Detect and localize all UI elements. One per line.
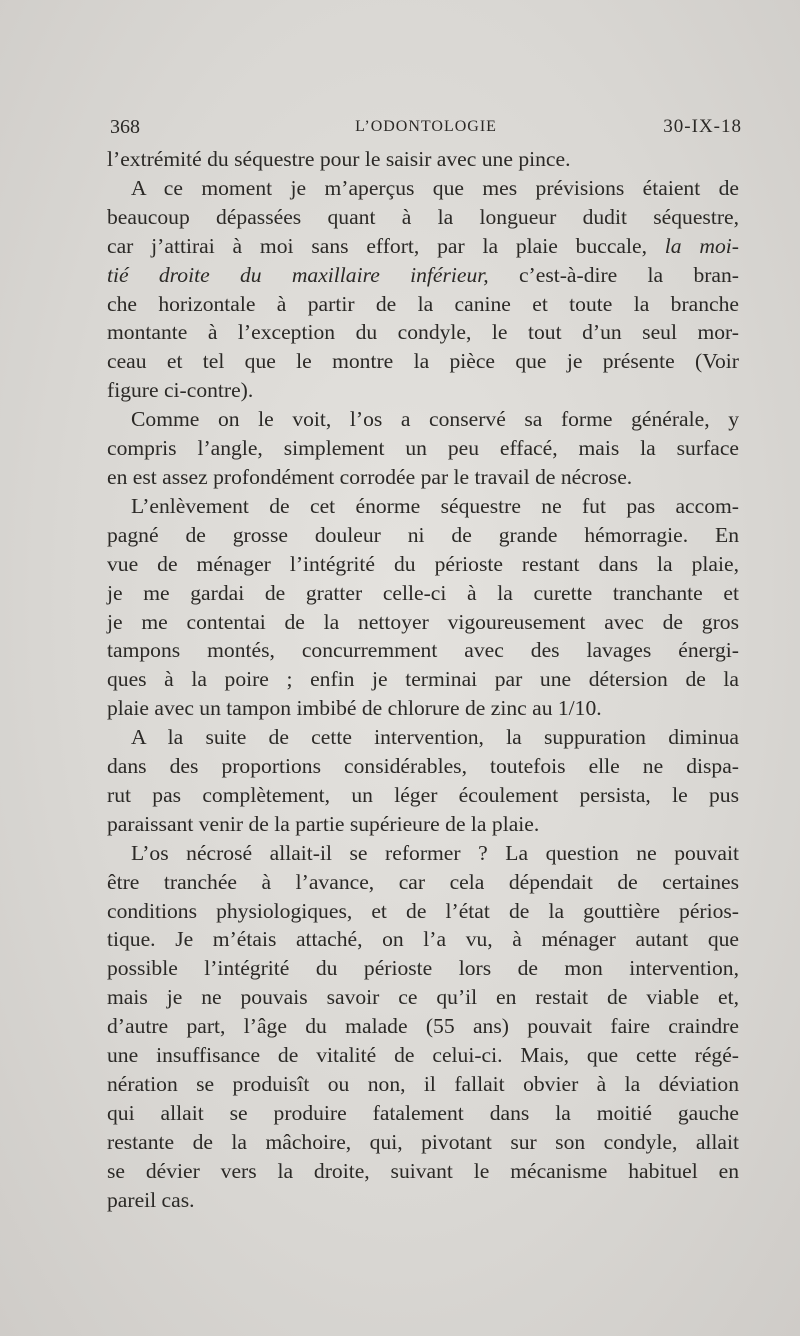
page-number: 368 — [110, 116, 140, 138]
text-line: A la suite de cette intervention, la suppuration diminua — [131, 725, 739, 750]
text-line: L’os nécrosé allait-il se reformer ? La question ne pouvait — [131, 840, 739, 865]
italic-phrase: tié droite du maxillaire inférieur, — [107, 262, 489, 287]
text-run: c’est-à-dire la bran- — [518, 262, 739, 287]
text-line: je me gardai de gratter celle-ci à la curette tranchante et — [107, 580, 739, 605]
running-title: L’ODONTOLOGIE — [355, 118, 497, 135]
text-line: être tranchée à l’avance, car cela dépendait de certaines — [107, 869, 739, 894]
text-line: figure ci-contre). — [107, 378, 254, 403]
text-line: ceau et tel que le montre la pièce que je présente (Voir — [107, 349, 739, 374]
text-line: L’enlèvement de cet énorme séquestre ne fut pas accom- — [131, 493, 739, 518]
body-text — [107, 145, 739, 1215]
text-line: tique. Je m’étais attaché, on l’a vu, à ménager autant que — [107, 927, 739, 952]
text-line: d’autre part, l’âge du malade (55 ans) pouvait faire craindre — [107, 1014, 739, 1039]
text-run: car j’attirai à moi sans effort, par la plaie buccale, — [107, 233, 647, 258]
text-line: nération se produisît ou non, il fallait obvier à la déviation — [107, 1072, 739, 1096]
text-line: qui allait se produire fatalement dans la moitié gauche — [107, 1100, 739, 1125]
text-line: A ce moment je m’aperçus que mes prévisions étaient de — [131, 175, 739, 200]
running-header — [110, 116, 742, 140]
text-line: possible l’intégrité du périoste lors de mon intervention, — [107, 956, 739, 981]
text-line: vue de ménager l’intégrité du périoste restant dans la plaie, — [107, 551, 739, 576]
text-line: conditions physiologiques, et de l’état de la gouttière périos- — [107, 898, 739, 923]
italic-phrase: la moi- — [664, 233, 739, 258]
text-line: beaucoup dépassées quant à la longueur dudit séquestre, — [107, 204, 739, 229]
text-line: pagné de grosse douleur ni de grande hémorragie. En — [107, 522, 739, 547]
text-line — [107, 261, 739, 290]
text-line: mais je ne pouvais savoir ce qu’il en restait de viable et, — [107, 985, 739, 1010]
text-line: restante de la mâchoire, qui, pivotant sur son condyle, allait — [107, 1129, 739, 1154]
text-line: une insuffisance de vitalité de celui-ci. Mais, que cette régé- — [107, 1043, 739, 1068]
text-line — [107, 232, 739, 261]
text-line: en est assez profondément corrodée par le travail de nécrose. — [107, 464, 633, 489]
text-line: tampons montés, concurremment avec des lavages énergi- — [107, 638, 739, 663]
text-line: rut pas complètement, un léger écoulement persista, le pus — [107, 782, 739, 807]
text-line: montante à l’exception du condyle, le tout d’un seul mor- — [107, 320, 739, 345]
text-line: plaie avec un tampon imbibé de chlorure de zinc au 1/10. — [107, 696, 602, 721]
issue-date: 30-IX-18 — [663, 116, 742, 137]
text-line: paraissant venir de la partie supérieure de la plaie. — [107, 811, 540, 836]
text-line: dans des proportions considérables, toutefois elle ne dispa- — [107, 754, 739, 779]
text-line: se dévier vers la droite, suivant le mécanisme habituel en — [107, 1158, 739, 1183]
text-line: che horizontale à partir de la canine et toute la branche — [107, 291, 739, 316]
text-line: compris l’angle, simplement un peu effacé, mais la surface — [107, 436, 739, 461]
text-line: l’extrémité du séquestre pour le saisir avec une pince. — [107, 147, 571, 171]
text-line: je me contentai de la nettoyer vigoureusement avec de gros — [107, 609, 739, 634]
text-line: ques à la poire ; enfin je terminai par une détersion de la — [107, 667, 739, 692]
text-line: Comme on le voit, l’os a conservé sa forme générale, y — [131, 407, 739, 432]
text-line: pareil cas. — [107, 1187, 195, 1212]
